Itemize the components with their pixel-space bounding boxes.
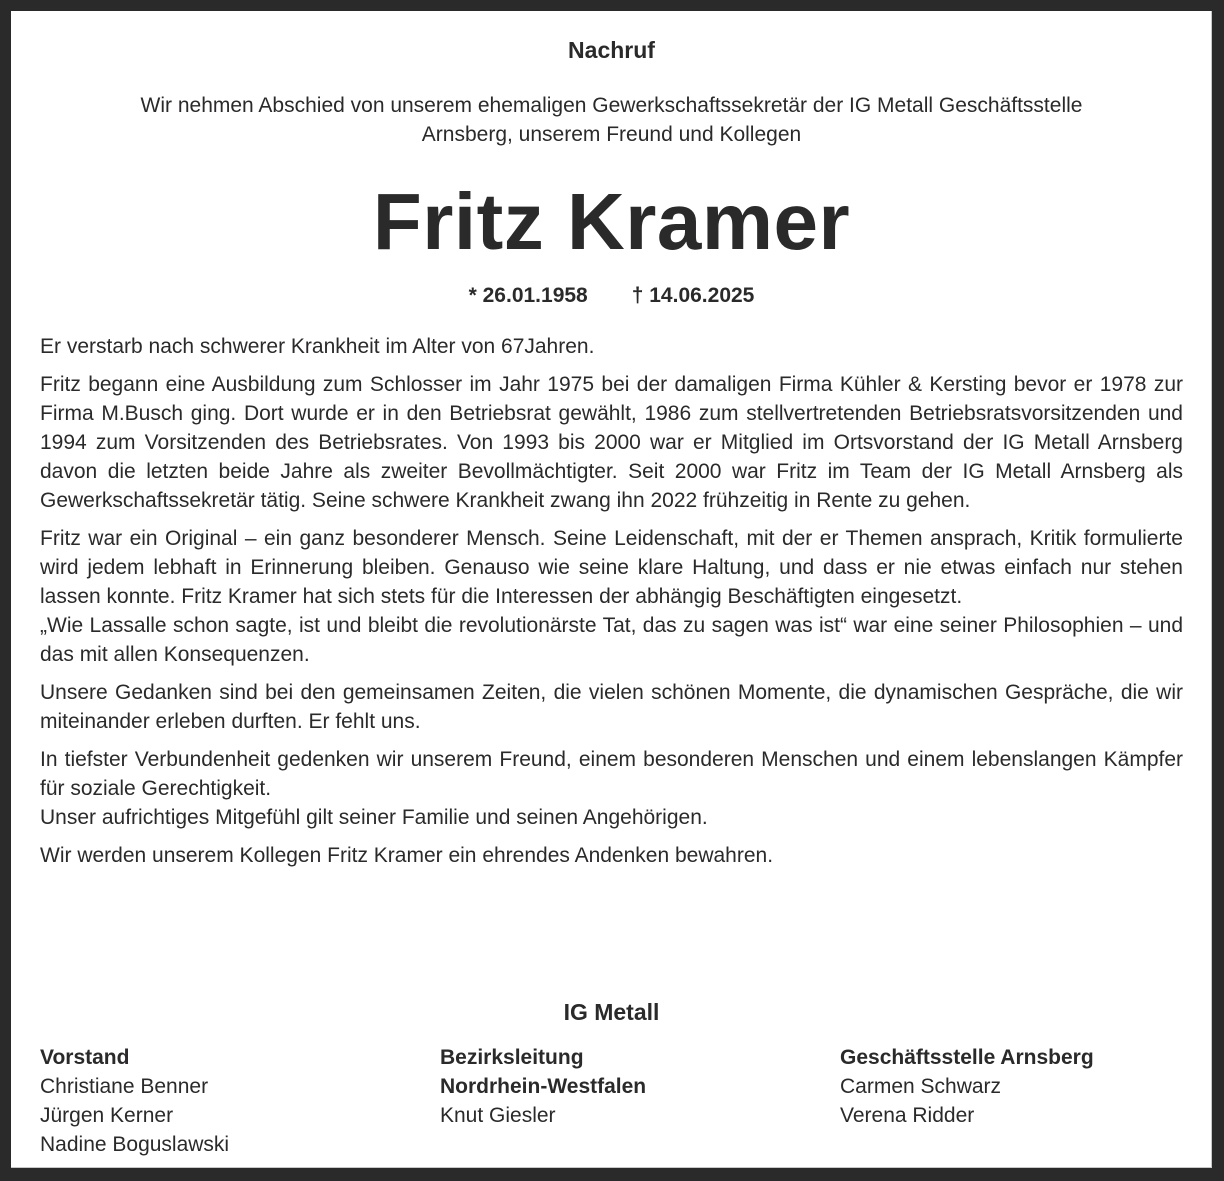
signatory-name: Verena Ridder	[840, 1104, 975, 1127]
signatory-column-bezirksleitung	[440, 1043, 646, 1130]
signatory-name: Nadine Boguslawski	[40, 1133, 230, 1156]
signatory-name: Christiane Benner	[40, 1075, 209, 1098]
signatory-name: Carmen Schwarz	[840, 1075, 1002, 1098]
life-dates	[40, 282, 1183, 310]
paragraph-thoughts: Unsere Gedanken sind bei den gemeinsamen Zeiten, die vielen schönen Momente, die dynamischen Gespräche, die wir miteinander erleben durften. Er fehlt uns.	[40, 681, 1183, 733]
paragraph-age: Er verstarb nach schwerer Krankheit im Alter von 67Jahren.	[40, 335, 595, 358]
paragraph-quote: „Wie Lassalle schon sagte, ist und bleibt die revolutionärste Tat, das zu sagen was ist“ war eine seiner Philosophien – und das mit allen Konsequenzen.	[40, 614, 1183, 666]
paragraph-career: Fritz begann eine Ausbildung zum Schlosser im Jahr 1975 bei der damaligen Firma Kühler & Kersting bevor er 1978 zur Firma M.Busch ging. Dort wurde er in den Betriebsrat gewählt, 1986 zum stellvertretenden Betriebsratsvorsitzenden und 1994 zum Vorsitzenden des Betriebsrates. Von 1993 bis 2000 war er Mitglied im Ortsvorstand der IG Metall Arnsberg davon die letzten beide Jahre als zweiter Bevollmächtigter. Seit 2000 war Fritz im Team der IG Metall Arnsberg als Gewerkschaftssekretär tätig. Seine schwere Krankheit zwang ihn 2022 frühzeitig in Rente zu gehen.	[40, 373, 1183, 512]
signatory-name: Jürgen Kerner	[40, 1104, 174, 1127]
obituary-body	[40, 332, 1183, 879]
notice-heading: Nachruf	[568, 37, 655, 63]
obituary-notice	[11, 11, 1212, 1168]
signoff-organization: IG Metall	[563, 999, 660, 1025]
birth-date: * 26.01.1958	[468, 284, 588, 307]
paragraph-sympathy: Unser aufrichtiges Mitgefühl gilt seiner Familie und seinen Angehörigen.	[40, 806, 708, 829]
column-title: Vorstand	[40, 1046, 130, 1069]
column-title: Nordrhein-Westfalen	[440, 1075, 647, 1098]
intro-text	[40, 91, 1183, 149]
paragraph-character-text: Fritz war ein Original – ein ganz besonderer Mensch. Seine Leidenschaft, mit der er Themen ansprach, Kritik formulierte wird jedem lebhaft in Erinnerung bleiben. Genauso wie seine klare Haltung, und dass er nie etwas einfach nur stehen lassen konnte. Fritz Kramer hat sich stets für die Interessen der abhängig Beschäftigten eingesetzt.	[40, 527, 1183, 608]
paragraph-remembrance: Wir werden unserem Kollegen Fritz Kramer ein ehrendes Andenken bewahren.	[40, 844, 774, 867]
signatory-column-vorstand	[40, 1043, 229, 1159]
paragraph-condolence	[40, 745, 1183, 832]
column-title: Geschäftsstelle Arnsberg	[840, 1046, 1094, 1069]
paragraph-character	[40, 524, 1183, 669]
deceased-name: Fritz Kramer	[372, 177, 851, 266]
paragraph-condolence-text: In tiefster Verbundenheit gedenken wir unserem Freund, einem besonderen Menschen und einem lebenslangen Kämpfer für soziale Gerechtigkeit.	[40, 748, 1183, 800]
death-date: † 14.06.2025	[631, 284, 755, 307]
signatory-column-geschaeftsstelle	[840, 1043, 1094, 1130]
intro-line-2: Arnsberg, unserem Freund und Kollegen	[421, 123, 802, 146]
column-title: Bezirksleitung	[440, 1046, 584, 1069]
signatory-name: Knut Giesler	[440, 1104, 556, 1127]
intro-line-1: Wir nehmen Abschied von unserem ehemaligen Gewerkschaftssekretär der IG Metall Geschäftsstelle	[140, 94, 1083, 117]
